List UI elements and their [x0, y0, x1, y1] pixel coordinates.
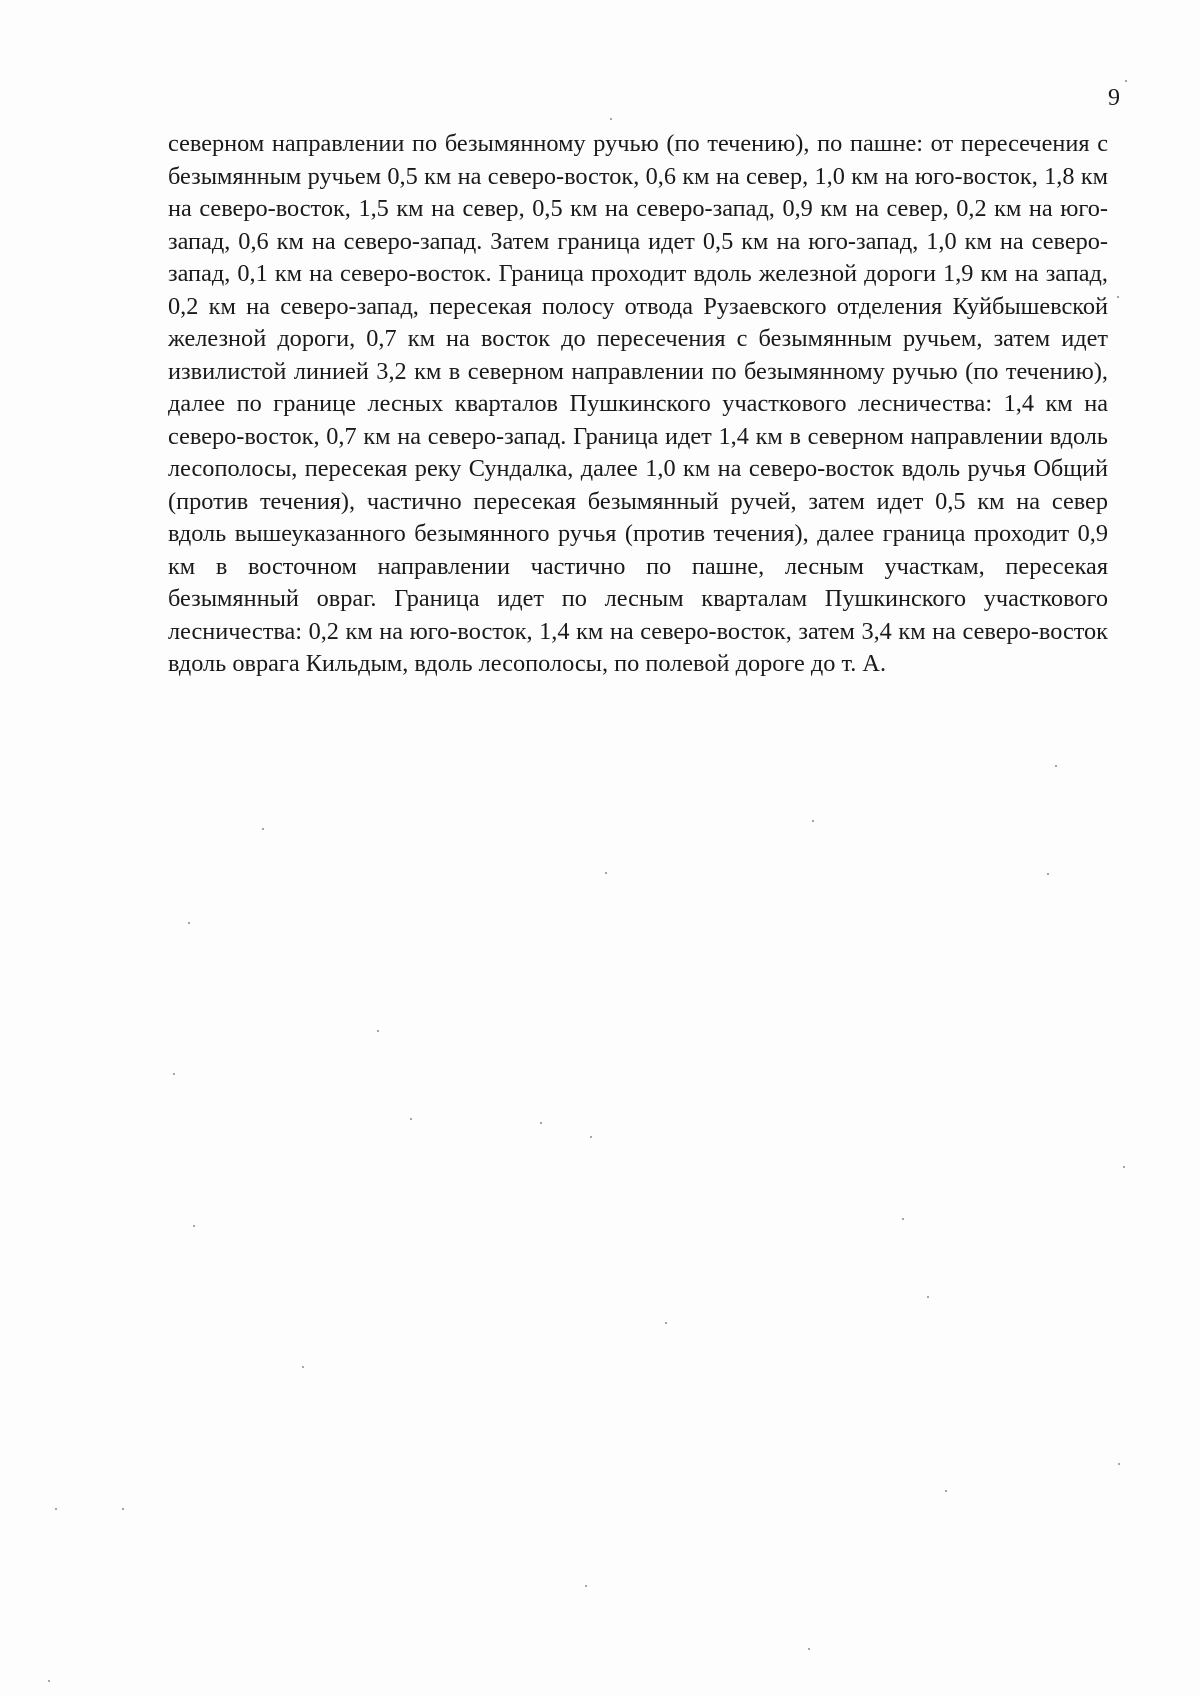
scan-speck [302, 1366, 304, 1368]
scan-speck [585, 1585, 587, 1587]
scan-speck [1117, 296, 1119, 298]
scan-speck [927, 1296, 929, 1298]
scan-speck [377, 1030, 379, 1032]
scan-speck [173, 1073, 175, 1075]
scan-speck [1125, 80, 1127, 82]
scan-speck [1118, 1463, 1120, 1465]
scan-speck [48, 1680, 50, 1682]
scan-speck [610, 118, 612, 120]
scan-speck [902, 1218, 904, 1220]
scan-speck [945, 1490, 947, 1492]
scan-speck [1047, 873, 1049, 875]
scan-speck [193, 1225, 195, 1227]
page-number: 9 [1108, 85, 1120, 111]
scan-speck [1055, 765, 1057, 767]
scan-speck [410, 1118, 412, 1120]
scan-speck [262, 828, 264, 830]
scan-speck [808, 1648, 810, 1650]
body-text: северном направлении по безымянному ручью (по течению), по пашне: от пересечения с безымянным ручьем 0,5 км на северо-восток, 0,6 км на север, 1,0 км на юго-восток, 1,8 км на северо-восток, 1,5 км на север, 0,5 км на северо-запад, 0,9 км на север, 0,2 км на юго-запад, 0,6 км на северо-запад. Затем граница идет 0,5 км на юго-запад, 1,0 км на северо-запад, 0,1 км на северо-восток. Граница проходит вдоль железной дороги 1,9 км на запад, 0,2 км на северо-запад, пересекая полосу отвода Рузаевского отделения Куйбышевской железной дороги, 0,7 км на восток до пересечения с безымянным ручьем, затем идет извилистой линией 3,2 км в северном направлении по безымянному ручью (по течению), далее по границе лесных кварталов Пушкинского участкового лесничества: 1,4 км на северо-восток, 0,7 км на северо-запад. Граница идет 1,4 км в северном направлении вдоль лесополосы, пересекая реку Сундалка, далее 1,0 км на северо-восток вдоль ручья Общий (против течения), частично пересекая безымянный ручей, затем идет 0,5 км на север вдоль вышеуказанного безымянного ручья (против течения), далее граница проходит 0,9 км в восточном направлении частично по пашне, лесным участкам, пересекая безымянный овраг. Граница идет по лесным кварталам Пушкинского участкового лесничества: 0,2 км на юго-восток, 1,4 км на северо-восток, затем 3,4 км на северо-восток вдоль оврага Кильдым, вдоль лесополосы, по полевой дороге до т. А. [168, 130, 1108, 677]
scan-speck [188, 922, 190, 924]
scan-speck [540, 1122, 542, 1124]
scan-speck [122, 1508, 124, 1510]
scan-speck [665, 1322, 667, 1324]
scan-speck [605, 872, 607, 874]
scan-speck [1123, 1166, 1125, 1168]
scan-speck [590, 1136, 592, 1138]
scan-speck [812, 820, 814, 822]
scan-speck [55, 1508, 57, 1510]
